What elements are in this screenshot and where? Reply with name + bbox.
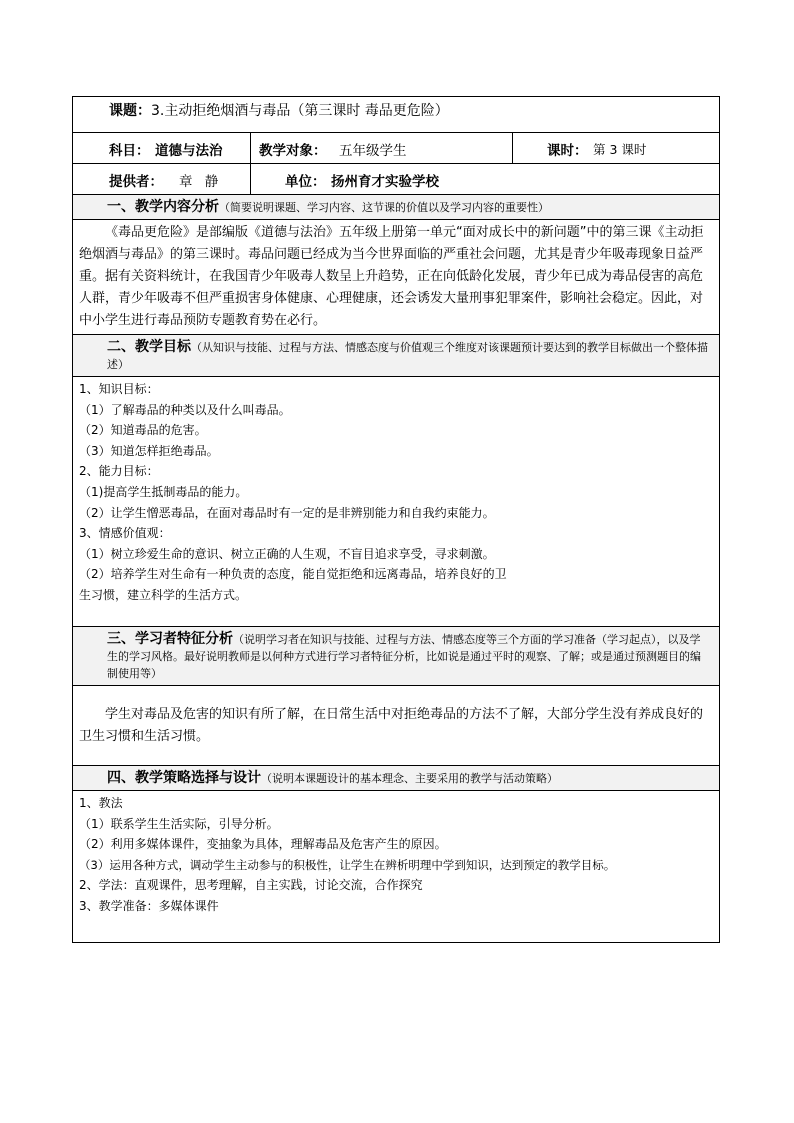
- content-analysis-note: （简要说明课题、学习内容、这节课的价值以及学习内容的重要性）: [219, 201, 549, 214]
- goal-line: （1）了解毒品的种类以及什么叫毒品。: [79, 402, 291, 417]
- goal-line: 生习惯，建立科学的生活方式。: [79, 587, 248, 602]
- strategy-line: 1、教法: [79, 796, 123, 810]
- subject-cell: [73, 133, 251, 163]
- provider-row: [72, 164, 720, 195]
- learner-analysis-heading: 三、学习者特征分析: [107, 631, 233, 647]
- strategy-heading: 四、教学策略选择与设计: [107, 770, 261, 786]
- teaching-goals-list: [73, 377, 719, 610]
- subject-row: [72, 133, 720, 164]
- strategy-header: [72, 766, 720, 791]
- strategy-line: （2）利用多媒体课件，变抽象为具体，理解毒品及危害产生的原因。: [79, 837, 447, 852]
- provider-value: 章 静: [179, 174, 223, 190]
- subject-value: 道德与法治: [155, 143, 223, 159]
- content-analysis-body: [72, 220, 720, 335]
- strategy-line: （3）运用各种方式，调动学生主动参与的积极性，让学生在辨析明理中学到知识，达到预定的教学目标。: [79, 857, 616, 872]
- lesson-plan-table: [72, 96, 720, 943]
- teaching-goals-note: （从知识与技能、过程与方法、情感态度与价值观三个维度对该课题预计要达到的教学目标做出一个整体描述）: [107, 341, 708, 371]
- content-analysis-text: 《毒品更危险》是部编版《道德与法治》五年级上册第一单元“面对成长中的新问题”中的第三课《主动拒绝烟酒与毒品》的第三课时。毒品问题已经成为当今世界面临的严重社会问题，尤其是青少年吸毒现象日益严重。据有关资料统计，在我国青少年吸毒人数呈上升趋势，正在向低龄化发展，青少年已成为毒品侵害的高危人群，青少年吸毒不但严重损害身体健康、心理健康，还会诱发大量刑事犯罪案件，影响社会稳定。因此，对中小学生进行毒品预防专题教育势在必行。: [79, 225, 704, 328]
- goal-line: （2）让学生憎恶毒品，在面对毒品时有一定的是非辨别能力和自我约束能力。: [79, 505, 495, 520]
- teaching-goals-body: [72, 377, 720, 627]
- learner-analysis-text: 学生对毒品及危害的知识有所了解，在日常生活中对拒绝毒品的方法不了解，大部分学生没有养成良好的卫生习惯和生活习惯。: [79, 707, 704, 744]
- title-value: 3.主动拒绝烟酒与毒品（第三课时 毒品更危险）: [151, 103, 449, 119]
- provider-cell: [73, 164, 251, 194]
- goal-line: （1）树立珍爱生命的意识、树立正确的人生观，不盲目追求享受，寻求刺激。: [79, 546, 495, 561]
- goal-line: （1)提高学生抵制毒品的能力。: [79, 484, 248, 499]
- provider-label: 提供者：: [109, 174, 163, 190]
- strategy-line: 2、学法：直观课件，思考理解，自主实践，讨论交流，合作探究: [79, 878, 423, 893]
- title-row: [72, 96, 720, 133]
- goal-line: （2）知道毒品的危害。: [79, 423, 207, 438]
- learner-analysis-header: [72, 627, 720, 686]
- goal-line: 1、知识目标：: [79, 382, 159, 396]
- strategy-line: （1）联系学生生活实际，引导分析。: [79, 816, 279, 831]
- goal-line: （2）培养学生对生命有一种负责的态度，能自觉拒绝和远离毒品，培养良好的卫: [79, 567, 507, 582]
- subject-label: 科目：: [109, 143, 150, 159]
- content-analysis-heading: 一、教学内容分析: [107, 199, 219, 215]
- content-analysis-header: [72, 195, 720, 220]
- period-label: 课时：: [547, 143, 588, 159]
- teaching-goals-heading: 二、教学目标: [107, 339, 191, 355]
- period-value: 第 3 课时: [593, 142, 647, 157]
- goal-line: （3）知道怎样拒绝毒品。: [79, 443, 219, 458]
- learner-analysis-body: [72, 686, 720, 766]
- strategy-line: 3、教学准备：多媒体课件: [79, 898, 219, 913]
- goal-line: 2、能力目标：: [79, 464, 159, 479]
- lesson-title: [109, 100, 449, 120]
- title-label: 课题：: [109, 103, 151, 119]
- unit-cell: [251, 164, 719, 194]
- audience-label: 教学对象：: [259, 143, 327, 159]
- unit-value: 扬州育才实验学校: [331, 174, 439, 190]
- audience-value: 五年级学生: [339, 143, 407, 159]
- strategy-note: （说明本课题设计的基本理念、主要采用的教学与活动策略）: [261, 772, 558, 785]
- period-cell: [513, 133, 719, 163]
- unit-label: 单位：: [285, 174, 326, 190]
- learner-analysis-note: （说明学习者在知识与技能、过程与方法、情感态度等三个方面的学习准备（学习起点），以及学生的学习风格。最好说明教师是以何种方式进行学习者特征分析，比如说是通过平时的观察、了解；或是通过预测题目的编制使用等）: [107, 633, 701, 680]
- strategy-body: [72, 791, 720, 943]
- audience-cell: [251, 133, 513, 163]
- teaching-goals-header: [72, 335, 720, 377]
- strategy-list: [73, 791, 719, 921]
- goal-line: 3、情感价值观：: [79, 526, 171, 541]
